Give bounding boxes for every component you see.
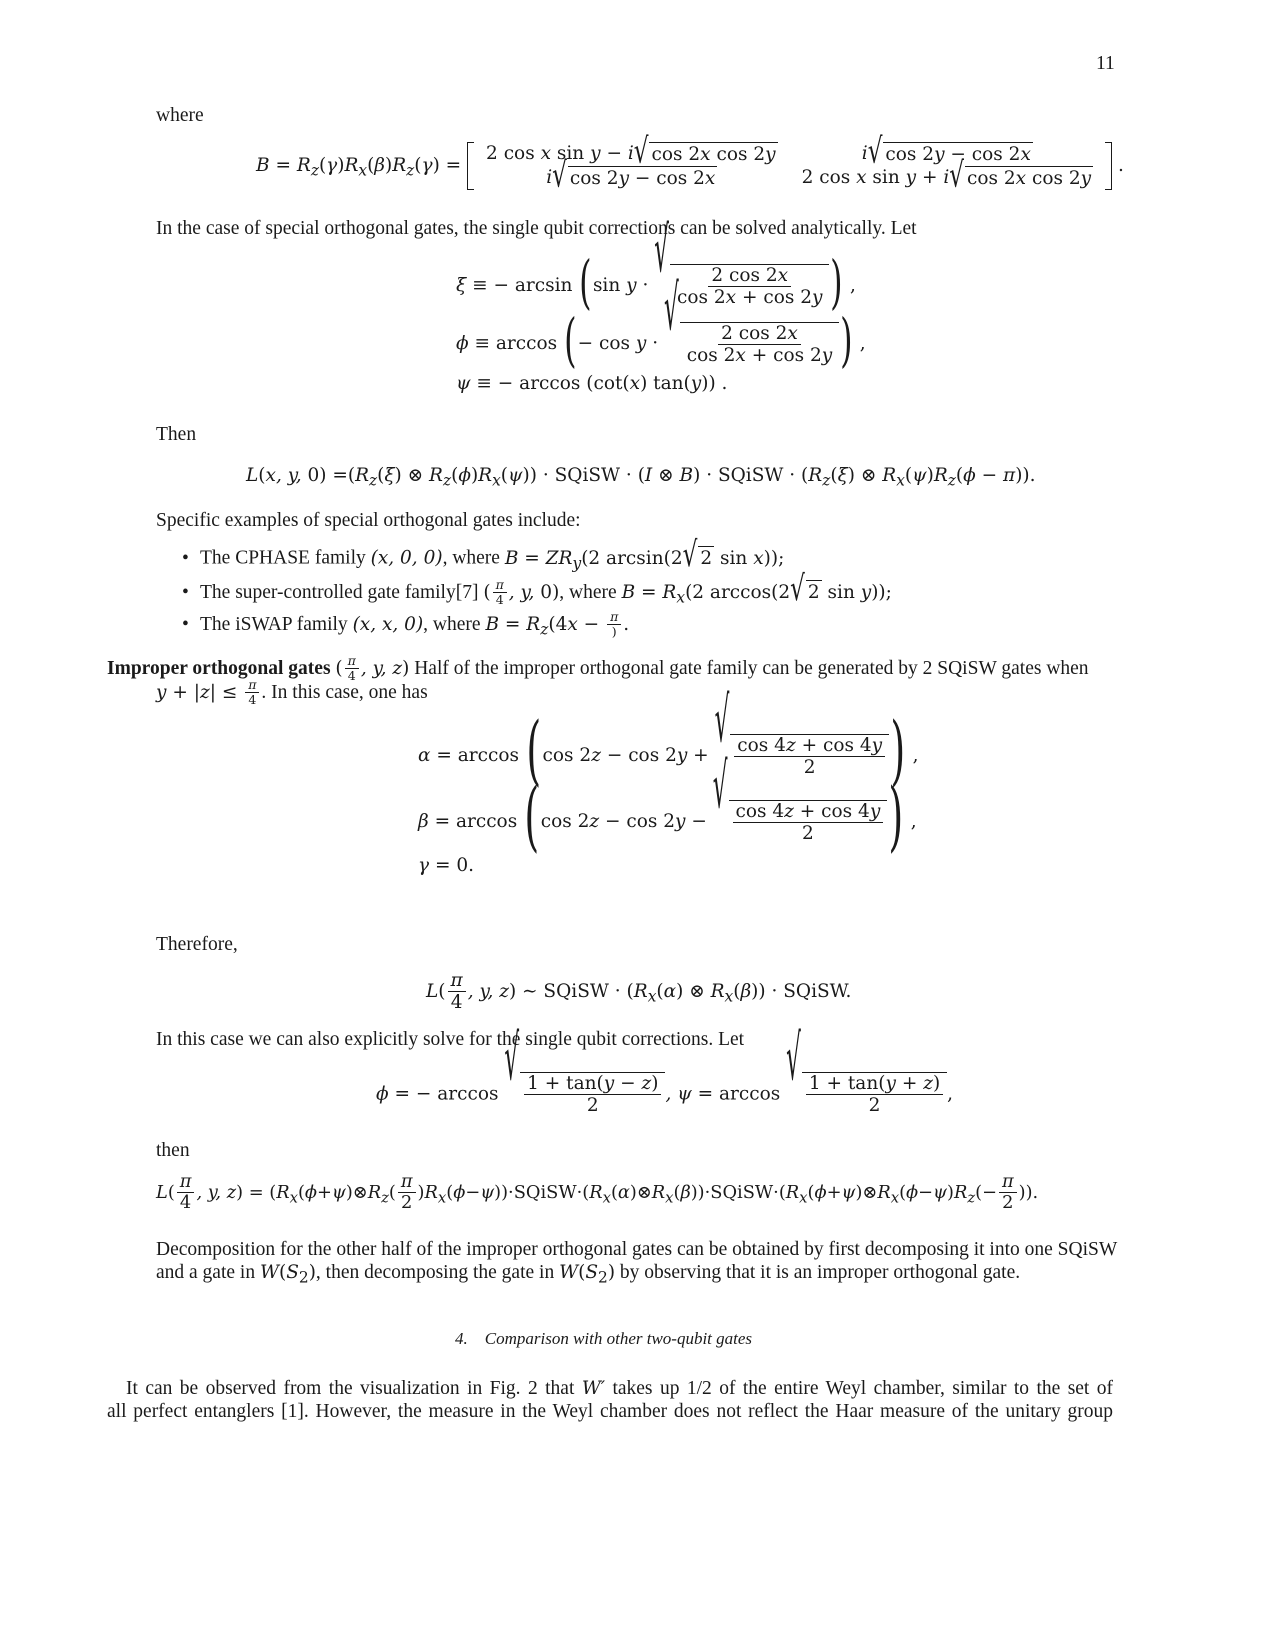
equation-phi: ϕ ≡ arccos (− cos y · √ $\frac{2 \cos 2x}{\cos 2x + \cos 2y}$ ) ,: [456, 274, 866, 374]
equation-l-pi4: L( $\frac{\pi}{4}$ , y, z) ∼ SQiSW · ($R_x(\alpha)$ ⊗ $R_x(\beta)$) · SQiSW.: [426, 970, 852, 1014]
decomposition-line2: and a gate in $W(S_2)$, then decomposing the gate in $W(S_2)$ by observing that it is an improper orthogonal gate.: [156, 1262, 1021, 1287]
decomposition-line1: Decomposition for the other half of the improper orthogonal gates can be obtained by first decomposing it into one SQiSW: [156, 1239, 1118, 1260]
list-item: • The iSWAP family (x, x, 0), where $B = R_z(4x$ − $\frac{\pi}{)}$ .: [182, 609, 630, 640]
examples-intro: Specific examples of special orthogonal gates include:: [156, 510, 581, 531]
improper-paragraph-line1: Improper orthogonal gates ( $\frac{\pi}{4}$ , y, z) Half of the improper orthogonal gate family can be generated by 2 SQiSW gates when: [107, 653, 1089, 684]
equation-xi: ξ ≡ − arcsin (sin y · √ $\frac{2 \cos 2x}{\cos 2x + \cos 2y}$ ) ,: [456, 216, 856, 316]
where-label: where: [156, 105, 204, 126]
section-title: Comparison with other two-qubit gates: [484, 1329, 753, 1348]
special-orthogonal-intro: In the case of special orthogonal gates, the single qubit corrections can be solved analytically. Let: [156, 218, 917, 239]
equation-l-full: L( $\frac{\pi}{4}$ , y, $z) = (R_x(\phi+\psi)\otimes R_z$( $\frac{\pi}{2}$ )$R_x(\phi-\psi))\cdot SQiSW\cdot(R_x(\alpha)\otimes R_x(\beta))\cdot SQiSW\cdot(R_x(\phi+\psi)\otimes R_x(\phi-\psi)R_z(-$ $\frac{\pi}{2}$ )).: [156, 1171, 1039, 1214]
explicit-intro: In this case we can also explicitly solve for the single qubit corrections. Let: [156, 1029, 745, 1050]
page-number: 11: [1096, 53, 1115, 74]
equation-l-xy0: L(x, y, $0) =(R_z(\xi)$ ⊗ $R_z(\phi)R_x(\psi)$) · SQiSW · (I ⊗ B) · SQiSW · ($R_z(\xi)$ ⊗ $R_x(\psi)R_z(\phi - \pi)$).: [246, 465, 1036, 490]
therefore-label: Therefore,: [156, 934, 238, 955]
improper-heading: Improper orthogonal gates: [107, 657, 331, 679]
list-item: • The CPHASE family (x, 0, 0), where $B = ZR_y(2$ arcsin(2 √ 2 sin x));: [182, 536, 785, 576]
then-lower-label: then: [156, 1140, 190, 1161]
list-item: • The super-controlled gate family[7] ( $\frac{\pi}{4}$ , y, 0), where $B = R_x(2$ arccos(2 √ 2 sin y));: [182, 570, 892, 610]
final-paragraph-line2: all perfect entanglers [1]. However, the measure in the Weyl chamber does not reflect the Haar measure of the unitary group: [107, 1401, 1113, 1422]
final-paragraph-line1: It can be observed from the visualization in Fig. 2 that W′ takes up 1/2 of the entire Weyl chamber, similar to the set of: [126, 1378, 1114, 1399]
improper-paragraph-line2: y + |z| ≤ $\frac{\pi}{4}$ . In this case, one has: [156, 677, 428, 708]
section-heading: [455, 1327, 752, 1351]
equation-psi: ψ ≡ − arccos (cot(x) tan(y)) .: [456, 373, 728, 394]
equation-alpha: α = arccos (cos 2z − cos 2y + √ $\frac{\cos 4z + \cos 4y}{2}$ ) ,: [418, 686, 919, 794]
equation-gamma: γ = 0.: [418, 855, 474, 876]
b-matrix: 2 cos x sin y − i √ cos 2x cos 2y i √ cos 2y − cos 2x i √ cos 2y − cos 2x 2 cos x sin y + i √ cos 2x cos 2y: [467, 142, 1112, 190]
then-label: Then: [156, 424, 197, 445]
equation-phi-psi: ϕ = − arccos √ $\frac{1 + \tan(y - z)}{2}$ , ψ = arccos √ $\frac{1 + \tan(y + z)}{2}$ ,: [376, 1024, 954, 1117]
equation-b-matrix: $B = R_z(\gamma)R_x(\beta)R_z(\gamma)$ = 2 cos x sin y − i √ cos 2x cos 2y i √ cos 2y − cos 2x i √ cos 2y − cos 2x 2 cos x sin y + i √ cos 2x cos 2y .: [256, 132, 1124, 196]
section-number: 4.: [455, 1329, 468, 1348]
equation-beta: β = arccos (cos 2z − cos 2y − √ $\frac{\cos 4z + \cos 4y}{2}$ ) ,: [418, 752, 917, 860]
